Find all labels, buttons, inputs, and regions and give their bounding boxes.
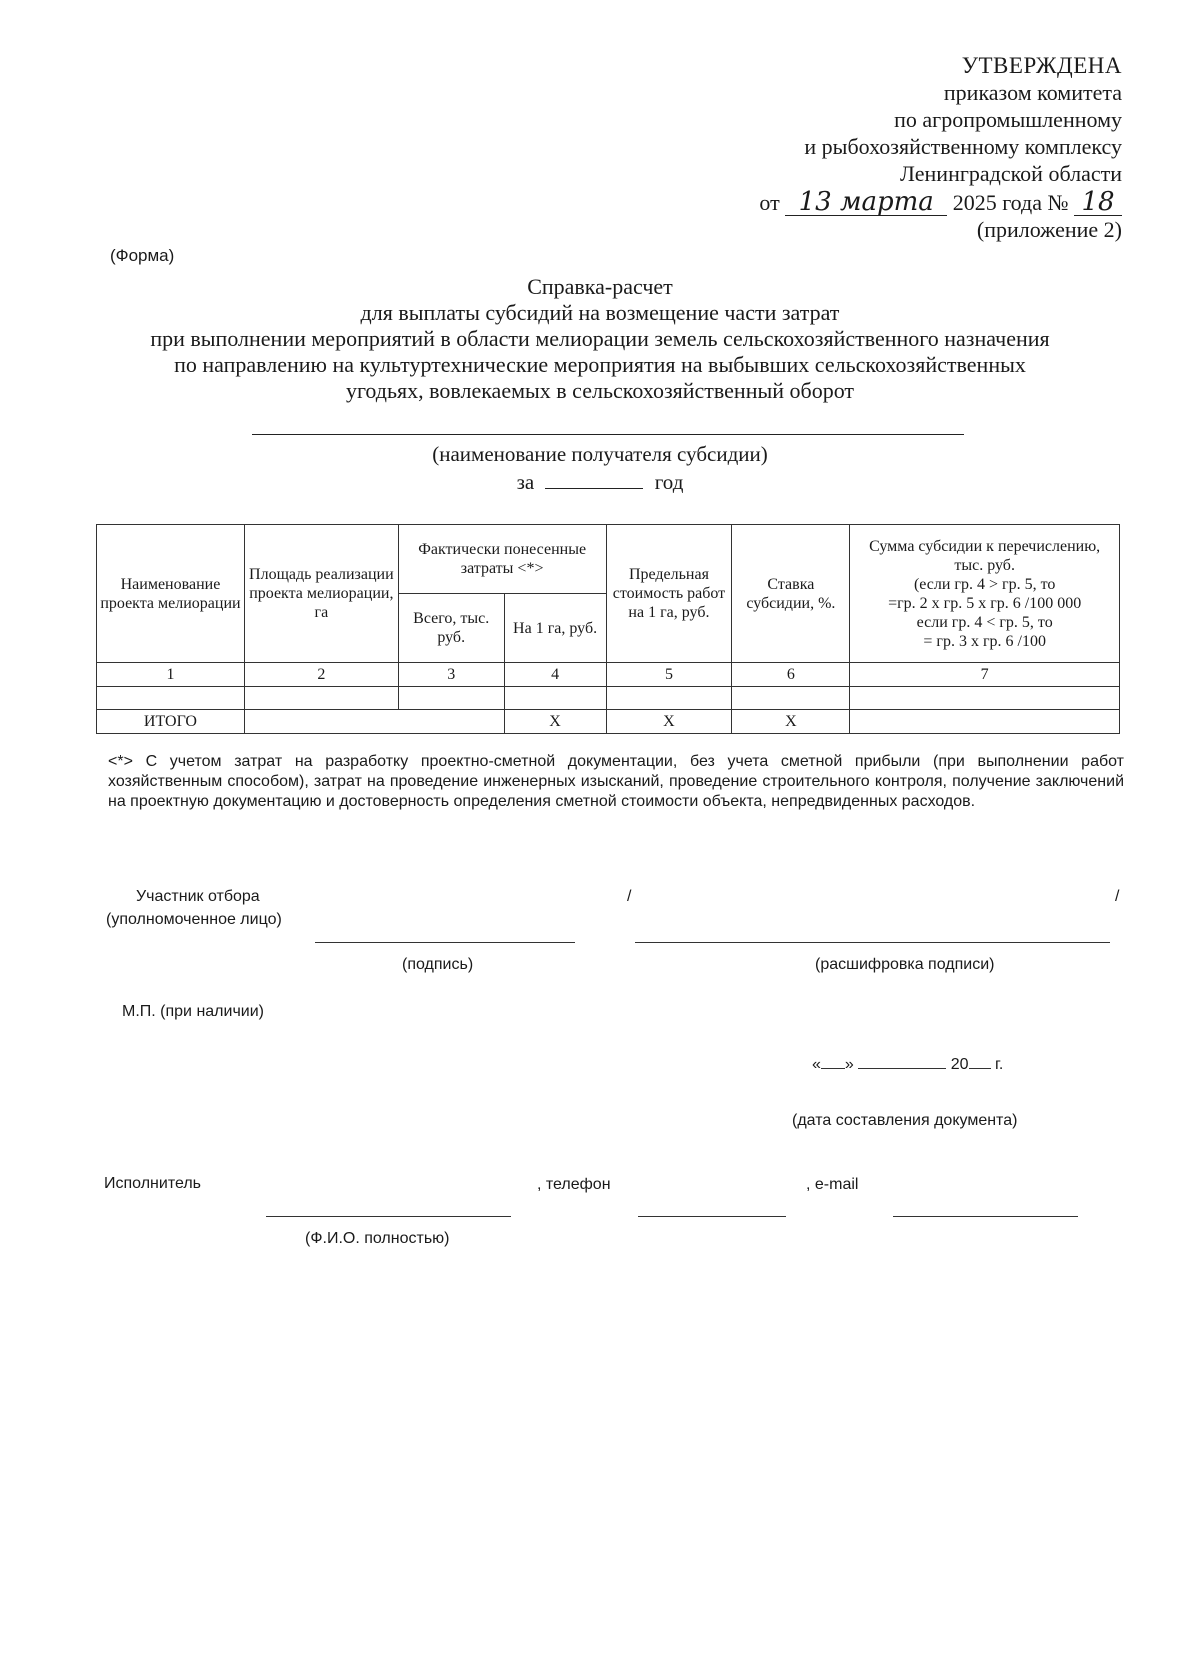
email-line[interactable] [893, 1216, 1078, 1217]
header-actual-costs: Фактически понесенные затраты <*> [398, 525, 606, 594]
date-caption: (дата составления документа) [792, 1112, 1018, 1129]
column-number: 6 [732, 663, 850, 687]
title-line: угодьях, вовлекаемых в сельскохозяйственный оборот [345, 378, 855, 403]
title-line: по направлению на культуртехнические мероприятия на выбывших сельскохозяйственных [174, 352, 1026, 377]
column-number: 7 [850, 663, 1120, 687]
header-costs-per-ha: На 1 га, руб. [504, 594, 606, 663]
document-title [0, 274, 1200, 404]
date-g: г. [994, 1056, 1004, 1073]
column-number: 1 [97, 663, 245, 687]
decoding-caption: (расшифровка подписи) [815, 956, 995, 973]
handwritten-date: 13 марта [785, 189, 947, 216]
date-prefix: от [759, 190, 780, 215]
column-number: 5 [606, 663, 732, 687]
header-area: Площадь реализации проекта мелиорации, га [244, 525, 398, 663]
recipient-caption: (наименование получателя субсидии) [432, 442, 768, 466]
year-input-line[interactable] [545, 470, 643, 489]
total-label: ИТОГО [97, 710, 245, 734]
handwritten-number: 18 [1074, 189, 1122, 216]
subsidy-sum-line: =гр. 2 x гр. 5 x гр. 6 /100 000 [888, 594, 1082, 612]
title-line: Справка-расчет [527, 274, 673, 299]
table-cell[interactable] [732, 687, 850, 710]
year-suffix-input-line[interactable] [969, 1068, 991, 1069]
month-input-line[interactable] [858, 1068, 946, 1069]
header-costs-total: Всего, тыс. руб. [398, 594, 504, 663]
subsidy-sum-line: Сумма субсидии к перечислению, тыс. руб. [869, 537, 1101, 574]
executor-label: Исполнитель [104, 1175, 202, 1192]
table-cell[interactable] [504, 687, 606, 710]
slash-separator: / [1115, 888, 1120, 905]
subsidy-sum-line: если гр. 4 < гр. 5, то [916, 613, 1053, 631]
year-prefix: за [516, 470, 535, 494]
approval-date-row [759, 189, 1122, 216]
date-fill-row [812, 1056, 1003, 1074]
approval-line: и рыбохозяйственному комплексу [804, 134, 1122, 159]
table-cell[interactable] [97, 687, 245, 710]
table-cell[interactable] [850, 687, 1120, 710]
approval-line: Ленинградской области [900, 161, 1122, 186]
x-mark: X [732, 710, 850, 734]
title-line: при выполнении мероприятий в области мелиорации земель сельскохозяйственного назначения [150, 326, 1050, 351]
header-subsidy-sum [850, 525, 1120, 663]
total-row [97, 710, 1120, 734]
executor-fio-line[interactable] [266, 1216, 511, 1217]
fio-caption: (Ф.И.О. полностью) [305, 1230, 450, 1247]
date-year-prefix: 20 [950, 1056, 969, 1073]
column-numbers-row [97, 663, 1120, 687]
table-row [97, 687, 1120, 710]
signature-caption: (подпись) [402, 956, 474, 973]
title-line: для выплаты субсидий на возмещение части затрат [360, 300, 840, 325]
stamp-label: М.П. (при наличии) [122, 1003, 264, 1020]
participant-role: (уполномоченное лицо) [106, 911, 282, 928]
table-cell[interactable] [398, 687, 504, 710]
signature-line[interactable] [315, 942, 575, 943]
column-number: 2 [244, 663, 398, 687]
year-row [0, 470, 1200, 495]
calculation-table [96, 524, 1120, 734]
date-quote-open: « [812, 1056, 821, 1073]
x-mark: X [606, 710, 732, 734]
form-label: (Форма) [110, 246, 175, 265]
signature-decoding-line[interactable] [635, 942, 1110, 943]
total-area-costs-cell[interactable] [244, 710, 504, 734]
table-cell[interactable] [244, 687, 398, 710]
header-subsidy-rate: Ставка субсидии, %. [732, 525, 850, 663]
subsidy-sum-line: = гр. 3 x гр. 6 /100 [923, 632, 1046, 650]
recipient-name-line[interactable] [252, 434, 964, 435]
footnote: <*> С учетом затрат на разработку проектно-сметной документации, без учета сметной прибыли (при выполнении работ хозяйственным способом), затрат на проведение инженерных изысканий, проведение строительного контроля, получение заключений на проектную документацию и достоверность определения сметной стоимости объекта, непредвиденных расходов. [108, 753, 1124, 810]
phone-label: , телефон [537, 1176, 611, 1193]
subsidy-sum-line: (если гр. 4 > гр. 5, то [913, 575, 1056, 593]
approval-block [759, 52, 1122, 243]
approval-line: по агропромышленному [894, 107, 1122, 132]
slash-separator: / [627, 888, 632, 905]
column-number: 3 [398, 663, 504, 687]
total-subsidy-cell[interactable] [850, 710, 1120, 734]
header-project-name: Наименование проекта мелиорации [97, 525, 245, 663]
date-quote-close: » [844, 1056, 854, 1073]
header-limit-cost: Предельная стоимость работ на 1 га, руб. [606, 525, 732, 663]
year-suffix: год [654, 470, 684, 494]
approval-heading: УТВЕРЖДЕНА [961, 53, 1122, 78]
table-cell[interactable] [606, 687, 732, 710]
appendix-label: (приложение 2) [976, 217, 1122, 242]
day-input-line[interactable] [821, 1068, 845, 1069]
x-mark: X [504, 710, 606, 734]
email-label: , e-mail [806, 1176, 859, 1193]
participant-label: Участник отбора [136, 888, 260, 905]
approval-line: приказом комитета [943, 80, 1122, 105]
column-number: 4 [504, 663, 606, 687]
date-suffix: 2025 года № [952, 190, 1069, 215]
phone-line[interactable] [638, 1216, 786, 1217]
